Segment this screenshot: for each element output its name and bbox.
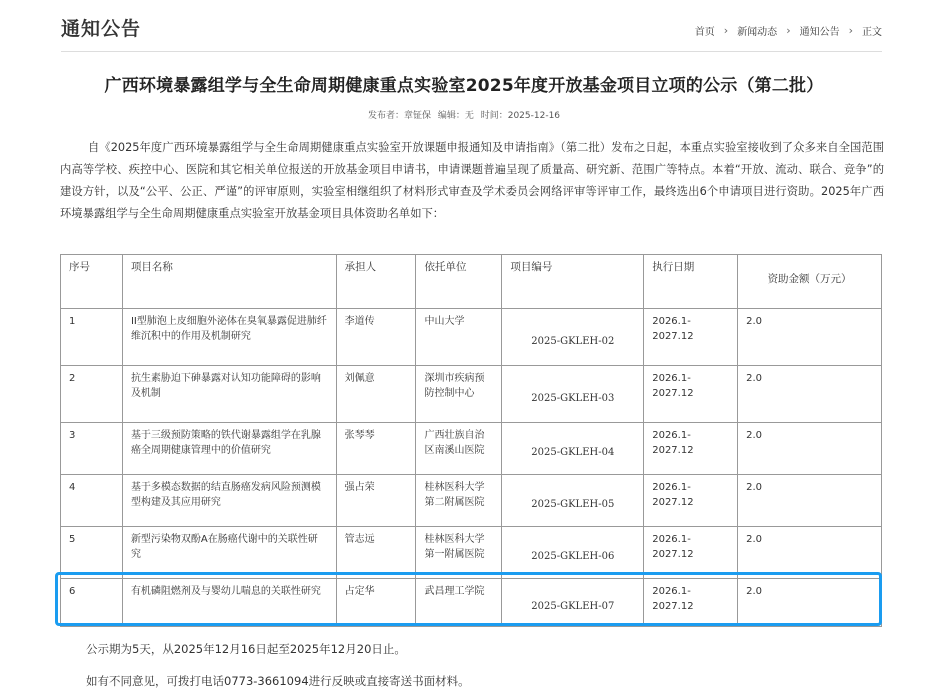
cell-project-code	[502, 527, 644, 579]
table-row	[61, 423, 882, 475]
cell-period: 2026.1-2027.12	[644, 527, 738, 579]
project-code-text: 2025-GKLEH-02	[531, 335, 615, 347]
article-intro: 自《2025年度广西环境暴露组学与全生命周期健康重点实验室开放课题申报通知及申请指南》（第二批）发布之日起，本重点实验室接收到了众多来自全国范围内高等学校、疾控中心、医院和其它相关单位报送的开放基金项目申请书，申请课题普遍呈现了质量高、研究新、范围广等特点。本着“开放、流动、联合、竞争”的建设方针，以及“公平、公正、严谨”的评审原则，实验室相继组织了材料形式审查及学术委员会网络评审等评审工作，最终选出6个申请项目进行资助。2025年广西环境暴露组学与全生命周期健康重点实验室开放基金项目具体资助名单如下：	[60, 141, 884, 220]
article-meta	[0, 108, 928, 121]
project-code-text: 2025-GKLEH-06	[531, 551, 615, 562]
cell-period: 2026.1-2027.12	[644, 475, 738, 527]
project-code-text: 2025-GKLEH-05	[531, 499, 615, 510]
col-header-period: 执行日期	[644, 255, 738, 309]
cell-period: 2026.1-2027.12	[644, 579, 738, 627]
cell-period: 2026.1-2027.12	[644, 423, 738, 475]
cell-project-name: 抗生素胁迫下砷暴露对认知功能障碍的影响及机制	[122, 366, 336, 423]
cell-institution: 广西壮族自治区南溪山医院	[416, 423, 502, 475]
col-header-project-code: 项目编号	[502, 255, 644, 309]
cell-investigator: 占定华	[336, 579, 416, 627]
cell-institution: 武昌理工学院	[416, 579, 502, 627]
chevron-right-icon: ›	[786, 24, 791, 37]
col-header-investigator: 承担人	[336, 255, 416, 309]
cell-period: 2026.1-2027.12	[644, 309, 738, 366]
cell-project-name: II型肺泡上皮细胞外泌体在臭氧暴露促进肺纤维沉积中的作用及机制研究	[122, 309, 336, 366]
cell-institution: 深圳市疾病预防控制中心	[416, 366, 502, 423]
article-title: 广西环境暴露组学与全生命周期健康重点实验室2025年度开放基金项目立项的公示（第二批）	[104, 76, 824, 96]
cell-institution: 桂林医科大学第一附属医院	[416, 527, 502, 579]
breadcrumb-current: 正文	[862, 27, 882, 38]
col-header-project-name: 项目名称	[122, 255, 336, 309]
cell-index: 2	[61, 366, 123, 423]
page-header	[0, 0, 928, 50]
cell-index: 5	[61, 527, 123, 579]
cell-index: 4	[61, 475, 123, 527]
project-code-text: 2025-GKLEH-07	[531, 601, 615, 612]
cell-institution: 桂林医科大学第二附属医院	[416, 475, 502, 527]
article-editor: 编辑：无	[437, 111, 474, 121]
breadcrumb-home-link[interactable]: 首页	[694, 27, 715, 38]
table-row	[61, 309, 882, 366]
cell-amount: 2.0	[738, 423, 882, 475]
cell-project-name: 基于三级预防策略的铁代谢暴露组学在乳腺癌全周期健康管理中的价值研究	[122, 423, 336, 475]
breadcrumb-notices-link[interactable]: 通知公告	[799, 27, 840, 38]
cell-amount: 2.0	[738, 366, 882, 423]
cell-project-code	[502, 579, 644, 627]
objection-notice: 如有不同意见，可拨打电话0773-3661094进行反映或直接寄送书面材料。	[86, 674, 470, 688]
cell-period: 2026.1-2027.12	[644, 366, 738, 423]
table-row-highlighted	[61, 579, 882, 627]
notice-period: 公示期为5天，从2025年12月16日起至2025年12月20日止。	[86, 642, 406, 656]
cell-investigator: 刘佩意	[336, 366, 416, 423]
col-header-index: 序号	[61, 255, 123, 309]
cell-amount: 2.0	[738, 475, 882, 527]
cell-investigator: 张琴琴	[336, 423, 416, 475]
cell-index: 1	[61, 309, 123, 366]
breadcrumb	[695, 23, 882, 38]
cell-index: 3	[61, 423, 123, 475]
header-divider	[61, 51, 882, 52]
article-publisher: 发布者：章钲保	[367, 111, 431, 121]
section-title: 通知公告	[61, 18, 142, 40]
cell-institution: 中山大学	[416, 309, 502, 366]
col-header-amount: 资助金额（万元）	[738, 255, 882, 309]
cell-amount: 2.0	[738, 579, 882, 627]
table-row	[61, 527, 882, 579]
cell-investigator: 李道传	[336, 309, 416, 366]
table-row	[61, 475, 882, 527]
breadcrumb-news-link[interactable]: 新闻动态	[737, 27, 778, 38]
cell-investigator: 管志远	[336, 527, 416, 579]
cell-project-name: 有机磷阻燃剂及与婴幼儿喘息的关联性研究	[122, 579, 336, 627]
article-time: 时间：2025-12-16	[480, 111, 561, 121]
table-header-row	[61, 255, 882, 309]
funding-table	[60, 254, 882, 627]
cell-investigator: 强占荣	[336, 475, 416, 527]
cell-amount: 2.0	[738, 527, 882, 579]
cell-project-code	[502, 423, 644, 475]
project-code-text: 2025-GKLEH-03	[531, 392, 615, 404]
table-row	[61, 366, 882, 423]
project-code-text: 2025-GKLEH-04	[531, 447, 615, 458]
cell-project-code	[502, 475, 644, 527]
col-header-institution: 依托单位	[416, 255, 502, 309]
chevron-right-icon: ›	[723, 24, 729, 37]
cell-project-code	[502, 309, 644, 366]
chevron-right-icon: ›	[848, 24, 853, 37]
cell-index: 6	[61, 579, 123, 627]
cell-project-name: 新型污染物双酚A在肠癌代谢中的关联性研究	[122, 527, 336, 579]
cell-project-name: 基于多模态数据的结直肠癌发病风险预测模型构建及其应用研究	[122, 475, 336, 527]
cell-amount: 2.0	[738, 309, 882, 366]
cell-project-code	[502, 366, 644, 423]
